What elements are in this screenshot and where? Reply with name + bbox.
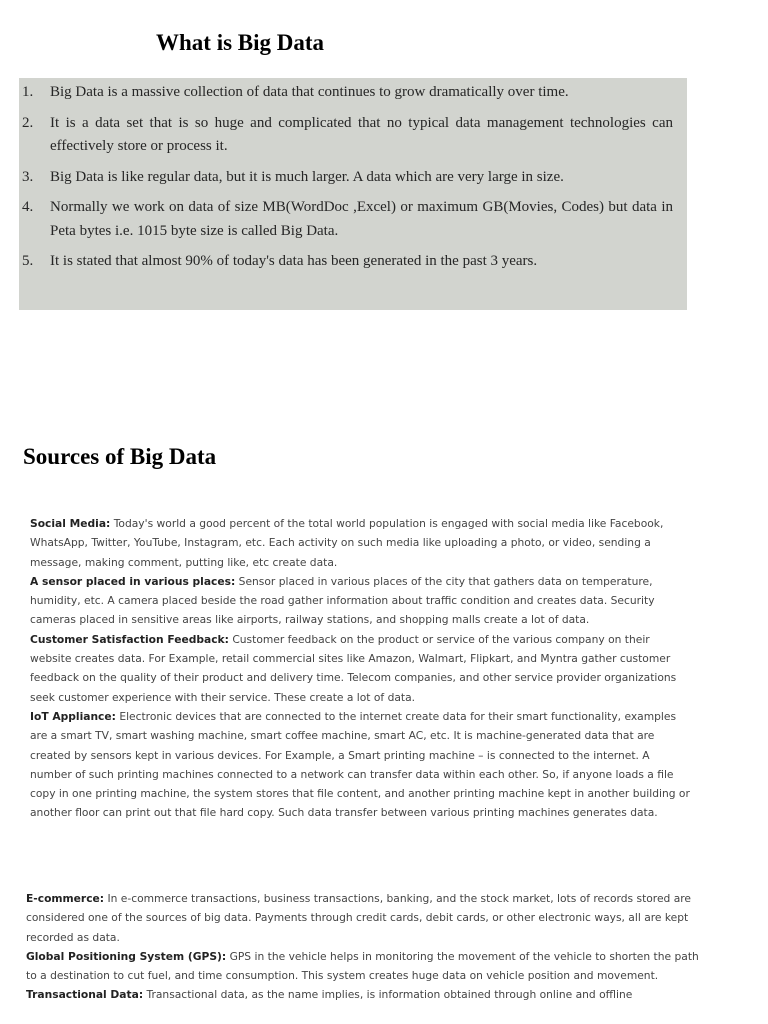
list-item bbox=[22, 166, 673, 190]
source-term: Global Positioning System (GPS): bbox=[26, 949, 227, 963]
source-term: A sensor placed in various places: bbox=[30, 574, 236, 588]
source-paragraph bbox=[26, 947, 706, 986]
source-paragraph bbox=[30, 707, 690, 823]
definition-list bbox=[22, 81, 673, 274]
list-item bbox=[22, 112, 673, 159]
source-term: E-commerce: bbox=[26, 892, 105, 905]
list-item bbox=[22, 81, 673, 105]
source-text: Sensor placed in various places of the city that gathers data on temperature, humidity, etc. A camera placed beside the road gather information about traffic condition and creates data. Security cameras placed in sensitive areas like airports, railway stations, and shopping malls create a lot of data. bbox=[30, 574, 655, 627]
page-title: What is Big Data bbox=[156, 30, 325, 55]
source-text: GPS in the vehicle helps in monitoring the movement of the vehicle to shorten the path to a destination to cut fuel, and time consumption. This system creates huge data on vehicle position and movement. bbox=[26, 949, 699, 983]
sources-block-1 bbox=[30, 514, 690, 823]
source-paragraph bbox=[26, 889, 706, 947]
source-paragraph bbox=[30, 514, 690, 572]
item-number: 5. bbox=[22, 253, 34, 269]
list-item bbox=[22, 196, 673, 243]
item-text: It is stated that almost 90% of today's data has been generated in the past 3 years. bbox=[50, 253, 538, 269]
source-term: Customer Satisfaction Feedback: bbox=[30, 632, 229, 646]
source-paragraph bbox=[26, 985, 706, 1004]
source-term: IoT Appliance: bbox=[30, 709, 116, 723]
source-paragraph bbox=[30, 572, 690, 630]
item-text: It is a data set that is so huge and complicated that no typical data management technologies can effectively store or process it. bbox=[50, 114, 673, 154]
item-number: 2. bbox=[22, 114, 34, 131]
item-text: Normally we work on data of size MB(WordDoc ,Excel) or maximum GB(Movies, Codes) but data in Peta bytes i.e. 1015 byte size is called Big Data. bbox=[50, 199, 673, 239]
source-text: Transactional data, as the name implies, is information obtained through online and offline bbox=[143, 988, 633, 1002]
item-number: 3. bbox=[22, 168, 34, 185]
source-term: Transactional Data: bbox=[26, 988, 144, 1002]
list-item bbox=[22, 250, 673, 274]
source-term: Social Media: bbox=[30, 517, 111, 530]
source-text: In e-commerce transactions, business transactions, banking, and the stock market, lots of records stored are considered one of the sources of big data. Payments through credit cards, debit cards, or other electronic ways, all are kept recorded as data. bbox=[26, 892, 692, 944]
source-text: Today's world a good percent of the total world population is engaged with social media like Facebook, WhatsApp, Twitter, YouTube, Instagram, etc. Each activity on such media like uploading a photo, or video, sending a message, making comment, putting like, etc create data. bbox=[30, 517, 664, 569]
section-heading: Sources of Big Data bbox=[23, 444, 217, 469]
item-text: Big Data is like regular data, but it is much larger. A data which are very large in size. bbox=[50, 168, 564, 185]
item-number: 1. bbox=[22, 84, 34, 100]
item-text: Big Data is a massive collection of data that continues to grow dramatically over time. bbox=[50, 84, 569, 100]
item-number: 4. bbox=[22, 199, 34, 215]
source-text: Customer feedback on the product or service of the various company on their website creates data. For Example, retail commercial sites like Amazon, Walmart, Flipkart, and Myntra gather customer feedback on the quality of their product and delivery time. Telecom companies, and other service provider organizations seek customer experience with their service. These create a lot of data. bbox=[30, 632, 677, 704]
scanned-definition-image bbox=[19, 78, 687, 310]
source-text: Electronic devices that are connected to the internet create data for their smart functionality, examples are a smart TV, smart washing machine, smart coffee machine, smart AC, etc. It is machine-generated data that are created by sensors kept in various devices. For Example, a Smart printing machine – is connected to the internet. A number of such printing machines connected to a network can transfer data within each other. So, if anyone loads a file copy in one printing machine, the system stores that file content, and another printing machine kept in another building or another floor can print out that file hard copy. Such data transfer between various printing machines generates data. bbox=[30, 709, 690, 820]
sources-block-2 bbox=[26, 889, 706, 1005]
source-paragraph bbox=[30, 630, 690, 707]
